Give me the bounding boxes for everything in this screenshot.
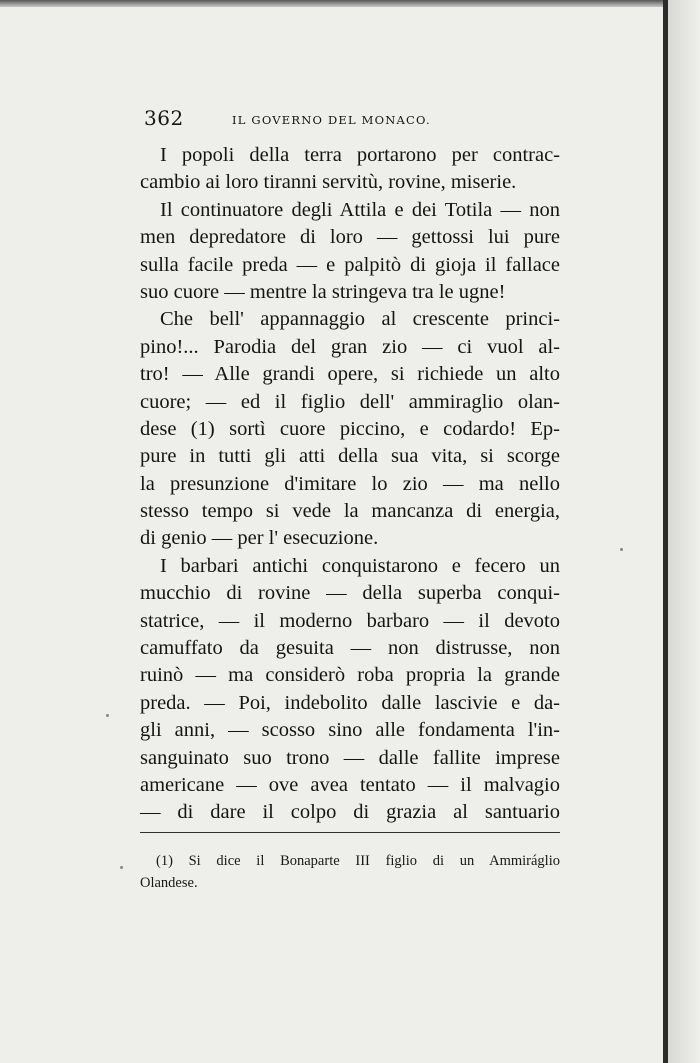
text-line: ruinò — ma considerò roba propria la grande [140, 664, 560, 687]
running-title: IL GOVERNO DEL MONACO. [232, 113, 431, 127]
text-line: tro! — Alle grandi opere, si richiede un alto [140, 363, 560, 386]
text-line: — di dare il colpo di grazia al santuario [140, 801, 560, 824]
text-line: pure in tutti gli atti della sua vita, si scorge [140, 445, 560, 468]
text-line: men depredatore di loro — gettossi lui pure [140, 226, 560, 249]
text-line: mucchio di rovine — della superba conqui- [140, 582, 560, 605]
text-line: la presunzione d'imitare lo zio — ma nello [140, 472, 560, 495]
text-line: statrice, — il moderno barbaro — il devoto [140, 609, 560, 632]
text-line: dese (1) sortì cuore piccino, e codardo! Ep- [140, 417, 560, 440]
footnote-rule [140, 832, 560, 833]
page-top-edge [0, 0, 700, 7]
facing-page-shadow [668, 0, 700, 1063]
paper-speck [620, 548, 623, 551]
paper-speck [106, 714, 109, 717]
footnote [140, 850, 560, 894]
text-line: di genio — per l' esecuzione. [140, 527, 379, 550]
body-text [140, 142, 560, 827]
page-binding-edge [663, 0, 668, 1063]
text-line: gli anni, — scosso sino alle fondamenta l'in- [140, 719, 560, 742]
text-line: preda. — Poi, indebolito dalle lascivie e da- [140, 691, 560, 714]
footnote-line: Olandese. [140, 875, 198, 891]
footnote-line: (1) Si dice il Bonaparte III figlio di un Ammiráglio [156, 853, 560, 869]
text-line: Il continuatore degli Attila e dei Totila — non [160, 198, 560, 221]
text-line: sanguinato suo trono — dalle fallite imprese [140, 746, 560, 769]
text-line: I popoli della terra portarono per contrac- [160, 144, 560, 166]
page-header [144, 106, 560, 136]
text-line: camuffato da gesuita — non distrusse, non [140, 637, 560, 660]
text-line: suo cuore — mentre la stringeva tra le ugne! [140, 280, 506, 303]
paper-speck [120, 866, 123, 869]
text-line: cuore; — ed il figlio dell' ammiraglio olan- [140, 390, 560, 413]
text-line: americane — ove avea tentato — il malvagio [140, 773, 560, 796]
text-line: stesso tempo si vede la mancanza di energia, [140, 500, 560, 523]
text-line: I barbari antichi conquistarono e fecero un [160, 554, 560, 577]
text-line: sulla facile preda — e palpitò di gioja il fallace [140, 253, 560, 276]
text-line: pino!... Parodia del gran zio — ci vuol al- [140, 335, 560, 358]
page-number: 362 [144, 106, 184, 130]
text-line: Che bell' appannaggio al crescente princi- [160, 308, 560, 331]
text-line: cambio ai loro tiranni servitù, rovine, miserie. [140, 171, 517, 194]
